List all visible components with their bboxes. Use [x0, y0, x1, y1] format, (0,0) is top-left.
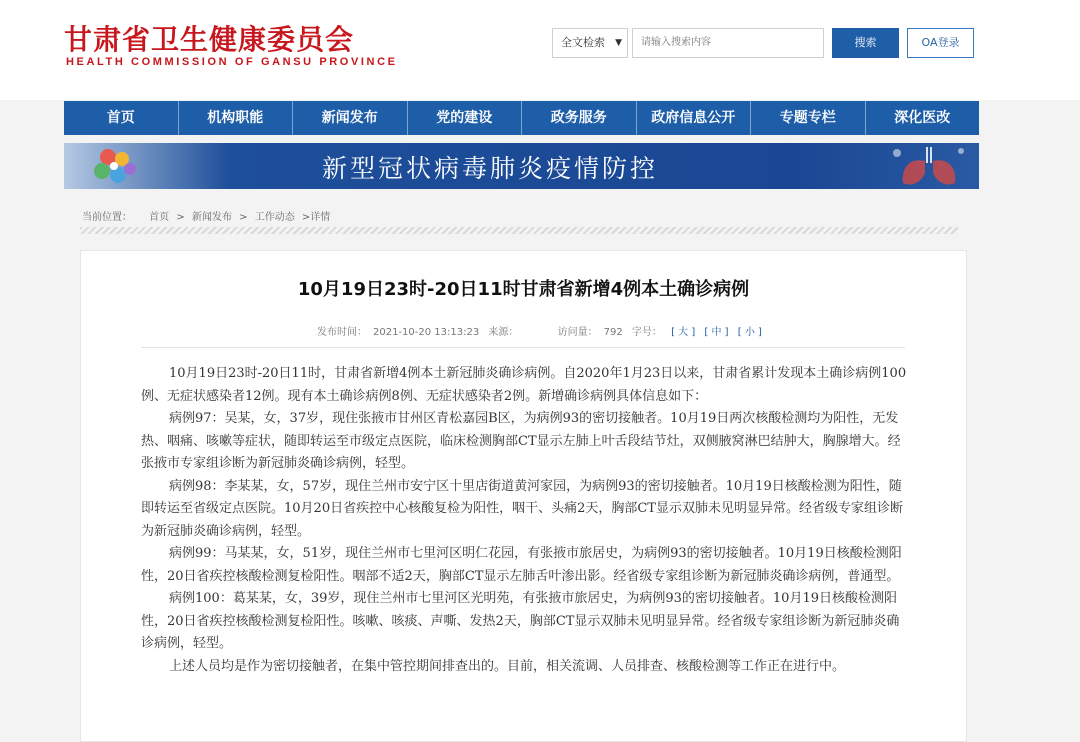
publish-time: 2021-10-20 13:13:23 — [373, 327, 480, 338]
nav-item-gov-service[interactable]: 政务服务 — [521, 101, 636, 135]
article-paragraph: 10月19日23时-20日11时，甘肃省新增4例本土新冠肺炎确诊病例。自2020年1月23日以来，甘肃省累计发现本土确诊病例100例、无症状感染者12例。现有本土确诊病例8例、无症状感染者2例。新增确诊病例具体信息如下： — [141, 366, 907, 404]
nav-item-info-public[interactable]: 政府信息公开 — [636, 101, 751, 135]
breadcrumb-separator: > — [176, 212, 185, 223]
nav-item-party[interactable]: 党的建设 — [407, 101, 522, 135]
main-nav — [64, 101, 979, 135]
nav-item-news[interactable]: 新闻发布 — [292, 101, 407, 135]
search-button[interactable]: 搜索 — [832, 28, 899, 58]
article-paragraph: 病例98：李某某，女，57岁，现住兰州市安宁区十里店街道黄河家园，为病例93的密切接触者。10月19日核酸检测为阳性，随即转运至省级定点医院。10月20日省疾控中心核酸复检为阳性，咽干、头痛2天，胸部CT显示双肺未见明显异常。经省级专家组诊断为新冠肺炎确诊病例，轻型。 — [141, 478, 903, 539]
article-meta — [317, 323, 768, 338]
nav-item-home[interactable]: 首页 — [106, 110, 135, 126]
font-size-label: 字号： — [631, 327, 662, 338]
breadcrumb-detail: >详情 — [301, 212, 331, 223]
flower-icon — [84, 145, 144, 187]
views-count: 792 — [603, 327, 623, 338]
search-placeholder: 请输入搜索内容 — [641, 37, 711, 48]
article-body — [141, 363, 907, 678]
source-label: 来源： — [488, 327, 519, 338]
views-label: 访问量： — [557, 327, 598, 338]
article-paragraph: 上述人员均是作为密切接触者，在集中管控期间排查出的。目前，相关流调、人员排查、核酸检测等工作正在进行中。 — [169, 658, 846, 674]
site-logo-en: HEALTH COMMISSION OF GANSU PROVINCE — [66, 56, 398, 68]
breadcrumb-work[interactable]: 工作动态 — [254, 212, 295, 223]
breadcrumb-home[interactable]: 首页 — [149, 212, 170, 223]
nav-item-institution[interactable]: 机构职能 — [178, 101, 293, 135]
divider — [80, 227, 958, 234]
search-scope-label: 全文检索 — [561, 36, 605, 49]
site-logo-cn[interactable]: 甘肃省卫生健康委员会 — [64, 23, 355, 56]
publish-time-label: 发布时间： — [317, 327, 367, 338]
breadcrumb — [82, 208, 334, 223]
site-header — [0, 0, 1080, 100]
breadcrumb-news[interactable]: 新闻发布 — [191, 212, 232, 223]
article-paragraph: 病例97：吴某，女，37岁，现住张掖市甘州区青松嘉园B区，为病例93的密切接触者。10月19日两次核酸检测均为阳性，无发热、咽痛、咳嗽等症状，随即转运至市级定点医院，临床检测胸部CT显示左肺上叶舌段结节灶，双侧腋窝淋巴结肿大，胸腺增大。经张掖市专家组诊断为新冠肺炎确诊病例，轻型。 — [141, 411, 901, 471]
search-scope-select[interactable] — [552, 28, 628, 58]
breadcrumb-separator: > — [239, 212, 248, 223]
banner-title: 新型冠状病毒肺炎疫情防控 — [322, 154, 659, 183]
covid-banner[interactable] — [64, 143, 979, 189]
chevron-down-icon: ▼ — [615, 38, 622, 48]
font-size-medium[interactable]: [ 中 ] — [704, 327, 729, 338]
article-panel — [80, 250, 967, 742]
font-size-large[interactable]: [ 大 ] — [671, 327, 696, 338]
search-input[interactable] — [632, 28, 824, 58]
lungs-icon — [889, 143, 969, 189]
article-title: 10月19日23时-20日11时甘肃省新增4例本土确诊病例 — [297, 279, 750, 300]
article-paragraph: 病例99：马某某，女，51岁，现住兰州市七里河区明仁花园，有张掖市旅居史，为病例93的密切接触者。10月19日核酸检测阳性，20日省疾控核酸检测复检阳性。咽部不适2天，胸部CT显示左肺舌叶渗出影。经省级专家组诊断为新冠肺炎确诊病例，普通型。 — [141, 546, 902, 584]
nav-item-reform[interactable]: 深化医改 — [865, 101, 980, 135]
article-paragraph: 病例100：葛某某，女，39岁，现住兰州市七里河区光明苑，有张掖市旅居史，为病例93的密切接触者。10月19日核酸检测阳性，20日省疾控核酸检测复检阳性。咳嗽、咳痰、声嘶、发热2天，胸部CT显示双肺未见明显异常。经省级专家组诊断为新冠肺炎确诊病例，轻型。 — [141, 591, 900, 651]
meta-divider — [141, 347, 905, 348]
oa-login-button[interactable]: OA登录 — [907, 28, 974, 58]
breadcrumb-label: 当前位置： — [82, 212, 132, 223]
font-size-small[interactable]: [ 小 ] — [737, 327, 762, 338]
nav-item-topics[interactable]: 专题专栏 — [750, 101, 865, 135]
